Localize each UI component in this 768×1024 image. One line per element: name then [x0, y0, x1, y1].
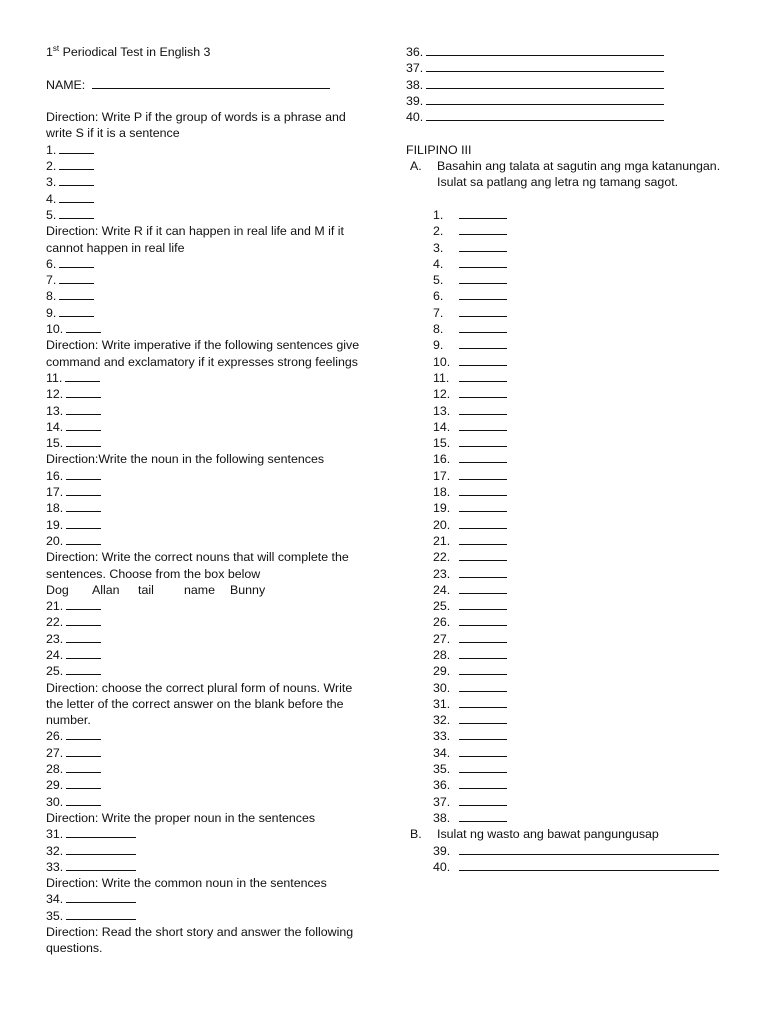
answer-item [46, 777, 364, 793]
item-number: 27. [46, 745, 64, 760]
answer-item [46, 631, 364, 647]
answer-item [406, 386, 736, 402]
answer-blank[interactable] [459, 370, 507, 382]
answer-blank[interactable] [459, 403, 507, 415]
answer-blank[interactable] [66, 891, 136, 903]
answer-item [46, 468, 364, 484]
answer-blank[interactable] [459, 337, 507, 349]
item-number: 9. [433, 338, 444, 353]
direction-8: Direction: Write the common noun in the sentences [46, 876, 327, 891]
answer-blank[interactable] [59, 256, 94, 268]
answer-item [46, 174, 364, 190]
item-number: 24. [46, 647, 64, 662]
item-number: 29. [433, 664, 451, 679]
item-number: 13. [46, 403, 64, 418]
section-b-instructions: Isulat ng wasto ang bawat pangungusap [437, 827, 659, 842]
word-box-item: tail [138, 582, 154, 597]
item-number: 19. [46, 517, 64, 532]
answer-item [46, 288, 364, 304]
answer-blank[interactable] [459, 647, 507, 659]
answer-item [406, 728, 736, 744]
filipino-section-b [406, 826, 736, 842]
item-number: 17. [433, 468, 451, 483]
item-number: 15. [46, 436, 64, 451]
answer-group-3 [46, 370, 364, 451]
item-number: 7. [433, 305, 444, 320]
item-number: 2. [46, 159, 57, 174]
answer-item [406, 484, 736, 500]
item-number: 33. [46, 859, 64, 874]
item-number: 8. [46, 289, 57, 304]
item-number: 34. [433, 745, 451, 760]
answer-blank[interactable] [459, 484, 507, 496]
item-number: 6. [46, 256, 57, 271]
item-number: 30. [433, 680, 451, 695]
item-number: 4. [46, 191, 57, 206]
answer-item [46, 403, 364, 419]
answer-item [406, 256, 736, 272]
answer-item [46, 794, 364, 810]
item-number: 37. [406, 61, 424, 76]
word-box-item: name [184, 582, 215, 597]
item-number: 18. [433, 485, 451, 500]
answer-item [406, 419, 736, 435]
direction-1: Direction: Write P if the group of words is a phrase and write S if it is a sentence [46, 110, 346, 141]
answer-blank[interactable] [66, 859, 136, 871]
answer-blank[interactable] [65, 370, 100, 382]
answer-item [406, 370, 736, 386]
item-number: 26. [433, 615, 451, 630]
answer-item [406, 272, 736, 288]
answer-blank[interactable] [459, 745, 507, 757]
filipino-section-a [406, 158, 736, 191]
item-number: 21. [433, 533, 451, 548]
name-line: NAME: [46, 77, 364, 93]
answer-item [406, 77, 736, 93]
answer-blank[interactable] [459, 305, 507, 317]
answer-blank[interactable] [66, 468, 101, 480]
answer-item [406, 60, 736, 76]
answer-item [406, 468, 736, 484]
item-number: 18. [46, 501, 64, 516]
answer-item [46, 142, 364, 158]
answer-item [406, 354, 736, 370]
item-number: 20. [46, 533, 64, 548]
word-box-item: Allan [92, 582, 120, 597]
item-number: 31. [433, 696, 451, 711]
answer-item [406, 93, 736, 109]
item-number: 13. [433, 403, 451, 418]
answer-blank[interactable] [66, 517, 101, 529]
answer-item [406, 305, 736, 321]
section-a-label: A. [410, 159, 422, 174]
item-number: 26. [46, 729, 64, 744]
answer-blank[interactable] [459, 728, 507, 740]
item-number: 16. [46, 468, 64, 483]
item-number: 19. [433, 501, 451, 516]
answer-item [46, 272, 364, 288]
answer-blank[interactable] [66, 403, 101, 415]
answer-blank[interactable] [459, 435, 507, 447]
item-number: 12. [46, 387, 64, 402]
answer-item [406, 44, 736, 60]
answer-blank[interactable] [66, 435, 101, 447]
answer-item [406, 794, 736, 810]
item-number: 36. [433, 778, 451, 793]
item-number: 5. [433, 273, 444, 288]
item-number: 14. [46, 419, 64, 434]
answer-item [46, 859, 364, 875]
answer-item [46, 598, 364, 614]
answer-blank[interactable] [66, 777, 101, 789]
answer-blank[interactable] [66, 500, 101, 512]
answer-blank[interactable] [66, 386, 101, 398]
answer-blank[interactable] [459, 794, 507, 806]
answer-blank[interactable] [459, 533, 507, 545]
answer-item [406, 240, 736, 256]
answer-item [46, 370, 364, 386]
answer-item [46, 843, 364, 859]
answer-item [406, 663, 736, 679]
direction-4: Direction:Write the noun in the following sentences [46, 452, 325, 467]
item-number: 39. [433, 843, 451, 858]
item-number: 27. [433, 631, 451, 646]
answer-blank[interactable] [59, 158, 94, 170]
item-number: 40. [433, 859, 451, 874]
answer-item [46, 207, 364, 223]
answer-blank[interactable] [59, 142, 94, 154]
answer-item [46, 419, 364, 435]
answer-item [406, 598, 736, 614]
answer-blank[interactable] [459, 354, 507, 366]
answer-blank[interactable] [459, 386, 507, 398]
answer-group-6 [46, 728, 364, 809]
item-number: 14. [433, 419, 451, 434]
answer-blank[interactable] [66, 533, 101, 545]
item-number: 35. [433, 762, 451, 777]
item-number: 30. [46, 794, 64, 809]
word-box [46, 582, 364, 598]
answer-item [406, 582, 736, 598]
answer-item [46, 517, 364, 533]
answer-blank[interactable] [426, 60, 664, 72]
answer-item [46, 908, 364, 924]
item-number: 8. [433, 322, 444, 337]
answer-blank[interactable] [459, 240, 507, 252]
answer-item [406, 777, 736, 793]
answer-group-5 [46, 598, 364, 679]
item-number: 10. [46, 322, 64, 337]
answer-blank[interactable] [66, 745, 101, 757]
item-number: 32. [46, 843, 64, 858]
answer-item [406, 761, 736, 777]
answer-item [406, 566, 736, 582]
answer-item [46, 256, 364, 272]
answer-item [406, 533, 736, 549]
section-a-instructions: Basahin ang talata at sagutin ang mga katanungan. Isulat sa patlang ang letra ng tamang sagot. [437, 159, 721, 190]
name-blank[interactable] [92, 77, 330, 89]
answer-blank[interactable] [459, 598, 507, 610]
answer-item [46, 321, 364, 337]
answer-blank[interactable] [426, 44, 664, 56]
answer-item [406, 631, 736, 647]
answer-blank[interactable] [59, 191, 94, 203]
item-number: 23. [46, 631, 64, 646]
answer-item [46, 386, 364, 402]
answer-blank[interactable] [66, 843, 136, 855]
answer-item [46, 826, 364, 842]
answer-group-8 [46, 891, 364, 924]
english-column [46, 44, 364, 957]
answer-blank[interactable] [66, 419, 101, 431]
direction-3: Direction: Write imperative if the following sentences give command and exclamatory if it expresses strong feelings [46, 338, 360, 369]
answer-item [46, 891, 364, 907]
item-number: 6. [433, 289, 444, 304]
item-number: 15. [433, 436, 451, 451]
answer-blank[interactable] [459, 272, 507, 284]
answer-item [406, 859, 736, 875]
answer-blank[interactable] [459, 468, 507, 480]
answer-item [406, 500, 736, 516]
answer-blank[interactable] [426, 77, 664, 89]
answer-blank[interactable] [66, 761, 101, 773]
item-number: 22. [46, 615, 64, 630]
answer-item [406, 337, 736, 353]
answer-blank[interactable] [66, 484, 101, 496]
answer-group-9 [406, 44, 736, 125]
item-number: 28. [433, 647, 451, 662]
answer-item [46, 614, 364, 630]
answer-blank[interactable] [459, 680, 507, 692]
answer-item [406, 223, 736, 239]
answer-item [406, 614, 736, 630]
answer-blank[interactable] [66, 826, 136, 838]
answer-blank[interactable] [66, 631, 101, 643]
answer-item [46, 484, 364, 500]
word-box-item: Dog [46, 582, 69, 597]
answer-item [406, 451, 736, 467]
answer-blank[interactable] [459, 777, 507, 789]
item-number: 11. [46, 370, 63, 385]
test-title: 1st Periodical Test in English 3 [46, 44, 211, 59]
item-number: 21. [46, 599, 64, 614]
answer-item [406, 517, 736, 533]
answer-blank[interactable] [459, 500, 507, 512]
item-number: 32. [433, 713, 451, 728]
right-column [406, 44, 736, 875]
answer-item [406, 435, 736, 451]
direction-2: Direction: Write R if it can happen in real life and M if it cannot happen in real life [46, 224, 344, 255]
answer-blank[interactable] [459, 256, 507, 268]
answer-group-2 [46, 256, 364, 337]
answer-group-4 [46, 468, 364, 549]
item-number: 10. [433, 354, 451, 369]
answer-item [406, 810, 736, 826]
answer-item [46, 191, 364, 207]
answer-item [46, 435, 364, 451]
answer-blank[interactable] [459, 451, 507, 463]
answer-item [406, 207, 736, 223]
item-number: 28. [46, 762, 64, 777]
item-number: 34. [46, 892, 64, 907]
answer-item [406, 403, 736, 419]
answer-blank[interactable] [459, 223, 507, 235]
answer-item [406, 109, 736, 125]
item-number: 5. [46, 207, 57, 222]
word-box-item: Bunny [230, 582, 266, 597]
item-number: 33. [433, 729, 451, 744]
item-number: 17. [46, 485, 64, 500]
answer-blank[interactable] [426, 93, 664, 105]
item-number: 16. [433, 452, 451, 467]
answer-blank[interactable] [459, 631, 507, 643]
answer-item [406, 680, 736, 696]
answer-group-1 [46, 142, 364, 223]
answer-blank[interactable] [66, 598, 101, 610]
answer-item [406, 321, 736, 337]
answer-group-7 [46, 826, 364, 875]
item-number: 36. [406, 45, 424, 59]
answer-item [46, 728, 364, 744]
answer-blank[interactable] [459, 810, 507, 822]
answer-blank[interactable] [66, 321, 101, 333]
direction-5: Direction: Write the correct nouns that will complete the sentences. Choose from the box below [46, 550, 349, 581]
item-number: 22. [433, 550, 451, 565]
filipino-answers-a [406, 207, 736, 826]
item-number: 7. [46, 273, 57, 288]
filipino-title: FILIPINO III [406, 142, 472, 157]
answer-blank[interactable] [459, 321, 507, 333]
answer-item [406, 712, 736, 728]
answer-blank[interactable] [459, 582, 507, 594]
item-number: 23. [433, 566, 451, 581]
answer-item [406, 843, 736, 859]
answer-blank[interactable] [459, 712, 507, 724]
answer-blank[interactable] [459, 288, 507, 300]
item-number: 3. [46, 175, 57, 190]
answer-blank[interactable] [59, 272, 94, 284]
answer-blank[interactable] [66, 728, 101, 740]
answer-blank[interactable] [459, 419, 507, 431]
item-number: 29. [46, 778, 64, 793]
answer-item [46, 745, 364, 761]
item-number: 20. [433, 517, 451, 532]
item-number: 9. [46, 305, 57, 320]
answer-item [406, 549, 736, 565]
answer-item [46, 533, 364, 549]
answer-item [46, 305, 364, 321]
answer-blank[interactable] [459, 566, 507, 578]
answer-item [406, 288, 736, 304]
direction-9: Direction: Read the short story and answer the following questions. [46, 925, 354, 956]
answer-blank[interactable] [66, 647, 101, 659]
answer-blank[interactable] [59, 174, 94, 186]
item-number: 39. [406, 93, 424, 108]
answer-blank[interactable] [66, 663, 101, 675]
section-b-label: B. [410, 827, 422, 842]
item-number: 1. [433, 207, 444, 222]
item-number: 4. [433, 256, 444, 271]
filipino-answers-b [406, 843, 736, 876]
answer-blank[interactable] [66, 614, 101, 626]
answer-blank[interactable] [59, 288, 94, 300]
answer-item [406, 647, 736, 663]
item-number: 25. [46, 664, 64, 679]
item-number: 37. [433, 794, 451, 809]
item-number: 38. [433, 810, 451, 825]
answer-item [46, 761, 364, 777]
answer-item [406, 696, 736, 712]
answer-blank[interactable] [459, 696, 507, 708]
answer-item [46, 500, 364, 516]
answer-blank[interactable] [459, 859, 719, 871]
answer-blank[interactable] [66, 908, 136, 920]
item-number: 3. [433, 240, 444, 255]
answer-blank[interactable] [459, 843, 719, 855]
answer-item [46, 647, 364, 663]
answer-item [406, 745, 736, 761]
item-number: 11. [433, 370, 450, 385]
direction-6: Direction: choose the correct plural form of nouns. Write the letter of the correct answer on the blank before the number. [46, 680, 353, 728]
answer-blank[interactable] [459, 614, 507, 626]
item-number: 38. [406, 77, 424, 92]
item-number: 1. [46, 142, 57, 157]
item-number: 31. [46, 827, 64, 842]
answer-blank[interactable] [459, 517, 507, 529]
item-number: 2. [433, 224, 444, 239]
answer-item [46, 158, 364, 174]
item-number: 12. [433, 387, 451, 402]
item-number: 35. [46, 908, 64, 923]
answer-blank[interactable] [459, 549, 507, 561]
direction-7: Direction: Write the proper noun in the sentences [46, 810, 316, 825]
answer-item [46, 663, 364, 679]
answer-blank[interactable] [66, 794, 101, 806]
item-number: 25. [433, 599, 451, 614]
answer-blank[interactable] [59, 207, 94, 219]
answer-blank[interactable] [459, 761, 507, 773]
item-number: 40. [406, 110, 424, 125]
answer-blank[interactable] [459, 663, 507, 675]
item-number: 24. [433, 582, 451, 597]
answer-blank[interactable] [426, 109, 664, 121]
answer-blank[interactable] [59, 305, 94, 317]
answer-blank[interactable] [459, 207, 507, 219]
